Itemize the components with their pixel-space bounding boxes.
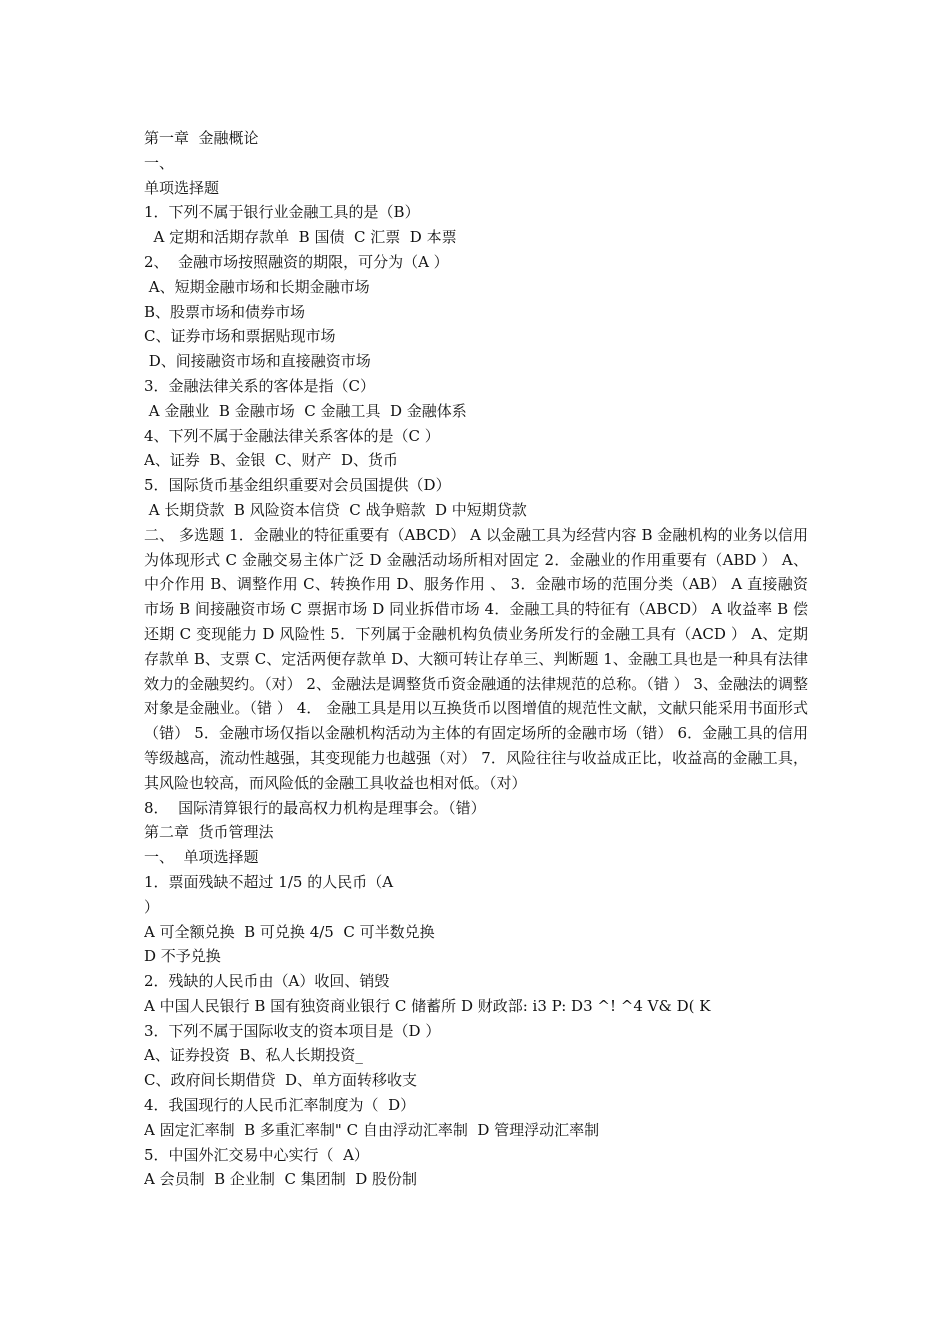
question-2-option-c: C、证券市场和票据贴现市场 (144, 327, 336, 346)
ch2-question-2-options: A 中国人民银行 B 国有独资商业银行 C 储蓄所 D 财政部: i3 P: D3 ^! ^4 V& D( K (144, 996, 711, 1015)
chapter2-title: 第二章 货币管理法 (144, 823, 274, 842)
question-3-options: A 金融业 B 金融市场 C 金融工具 D 金融体系 (144, 401, 467, 420)
ch2-question-1-close: ） (144, 897, 160, 916)
ch2-question-1-options-b: D 不予兑换 (144, 947, 221, 966)
question-2-option-d: D、间接融资市场和直接融资市场 (144, 352, 371, 371)
question-5-options: A 长期贷款 B 风险资本信贷 C 战争赔款 D 中短期贷款 (144, 500, 527, 519)
chapter2-section1: 一、 单项选择题 (144, 848, 259, 867)
question-4: 4、下列不属于金融法律关系客体的是（C ） (144, 426, 440, 445)
question-1-options: A 定期和活期存款单 B 国债 C 汇票 D 本票 (144, 228, 457, 247)
question-2-option-a: A、短期金融市场和长期金融市场 (144, 277, 370, 296)
question-4-options: A、证券 B、金银 C、财产 D、货币 (144, 451, 398, 470)
ch2-question-3-options-cd: C、政府间长期借贷 D、单方面转移收支 (144, 1071, 418, 1090)
question-2: 2、 金融市场按照融资的期限，可分为（A ） (144, 252, 449, 271)
judgment-8: 8． 国际清算银行的最高权力机构是理事会。（错） (144, 798, 486, 817)
multiple-choice-and-judgment-paragraph: 二、 多选题 1．金融业的特征重要有（ABCD） A 以金融工具为经营内容 B 金融机构的业务以信用为体现形式 C 金融交易主体广泛 D 金融活动场所相对固定 2．金融业的作用重要有（ABD ） A、中介作用 B、调整作用 C、转换作用 D、服务作用 、 3．金融市场的范围分类（AB） A 直接融资市场 B 间接融资市场 C 票据市场 D 同业拆借市场 4．金融工具的特征有（ABCD） A 收益率 B 偿还期 C 变现能力 D 风险性 5．下列属于金融机构负债业务所发行的金融工具有（ACD ） A、定期存款单 B、支票 C、定活两便存款单 D、大额可转让存单三、判断题 1、金融工具也是一种具有法律效力的金融契约。（对） 2、金融法是调整货币资金融通的法律规范的总称。（错 ） 3、金融法的调整对象是金融业。（错 ） 4． 金融工具是用以互换货币以图增值的规范性文献，文献只能采用书面形式（错） 5．金融市场仅指以金融机构活动为主体的有固定场所的金融市场（错） 6．金融工具的信用等级越高，流动性越强，其变现能力也越强（对） 7．风险往往与收益成正比，收益高的金融工具，其风险也较高，而风险低的金融工具收益也相对低。（对） (144, 525, 808, 792)
ch2-question-1-options-a: A 可全额兑换 B 可兑换 4/5 C 可半数兑换 (144, 922, 435, 941)
section1-number: 一、 (144, 153, 175, 172)
ch2-question-5-options: A 会员制 B 企业制 C 集团制 D 股份制 (144, 1170, 418, 1189)
question-1: 1．下列不属于银行业金融工具的是（B） (144, 203, 420, 222)
section1-title: 单项选择题 (144, 178, 220, 197)
ch2-question-2: 2．残缺的人民币由（A）收回、销毁 (144, 972, 390, 991)
chapter1-title: 第一章 金融概论 (144, 129, 259, 147)
question-2-option-b: B、股票市场和债券市场 (144, 302, 306, 321)
ch2-question-3: 3．下列不属于国际收支的资本项目是（D ） (144, 1021, 441, 1040)
ch2-question-5: 5．中国外汇交易中心实行（ A） (144, 1145, 369, 1164)
question-3: 3．金融法律关系的客体是指（C） (144, 376, 376, 395)
ch2-question-4-options: A 固定汇率制 B 多重汇率制" C 自由浮动汇率制 D 管理浮动汇率制 (144, 1120, 600, 1139)
ch2-question-3-options-ab: A、证券投资 B、私人长期投资_ (144, 1046, 363, 1065)
ch2-question-1: 1．票面残缺不超过 1/5 的人民币（A (144, 872, 394, 891)
document-page (144, 126, 808, 1192)
ch2-question-4: 4．我国现行的人民币汇率制度为（ D） (144, 1096, 416, 1115)
question-5: 5．国际货币基金组织重要对会员国提供（D） (144, 476, 451, 495)
